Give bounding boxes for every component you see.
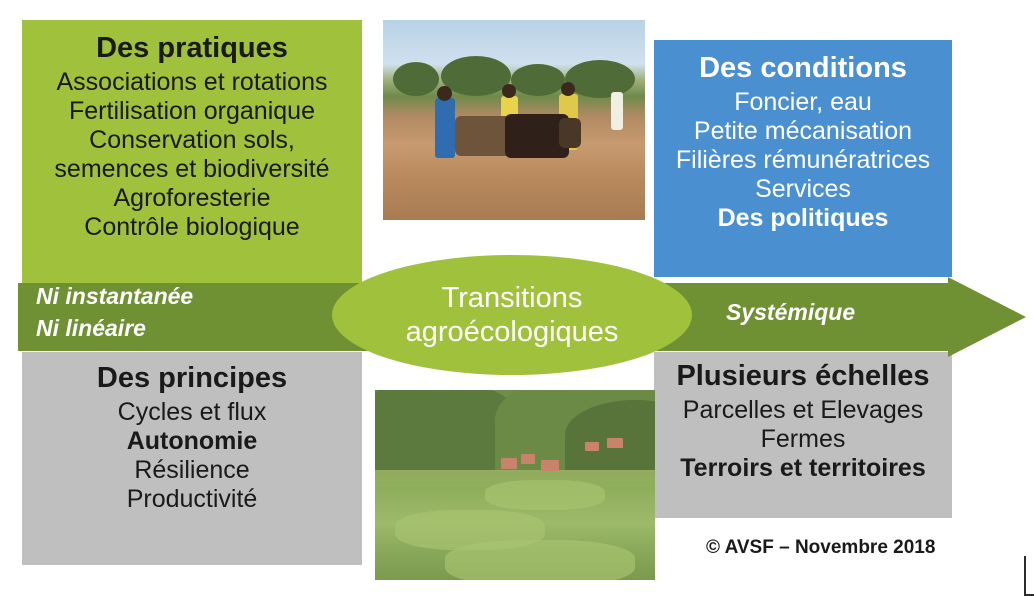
panel-practices-line-1: Associations et rotations <box>56 67 328 96</box>
panel-principles-line-2: Autonomie <box>126 426 258 455</box>
panel-principles-title: Des principes <box>96 362 288 394</box>
panel-conditions-line-1: Foncier, eau <box>734 87 872 116</box>
center-ellipse-line-2: agroécologiques <box>405 316 619 348</box>
panel-scales-line-1: Parcelles et Elevages <box>682 395 924 424</box>
panel-scales-line-2: Fermes <box>760 424 846 453</box>
panel-practices-line-5: Agroforesterie <box>113 183 271 212</box>
panel-principles <box>22 352 362 565</box>
center-ellipse-transitions-agroecologiques <box>332 255 692 375</box>
panel-principles-line-1: Cycles et flux <box>117 397 267 426</box>
panel-scales <box>654 352 952 518</box>
panel-practices-line-6: Contrôle biologique <box>84 212 300 241</box>
panel-conditions-title: Des conditions <box>699 52 907 84</box>
panel-conditions-line-5: Des politiques <box>717 203 889 232</box>
panel-conditions <box>654 40 952 277</box>
panel-conditions-line-2: Petite mécanisation <box>693 116 913 145</box>
photo-animal-traction-plowing <box>383 20 645 220</box>
photo-terraced-hillside-landscape <box>375 390 655 580</box>
panel-principles-line-3: Résilience <box>134 455 250 484</box>
panel-principles-line-4: Productivité <box>126 484 258 513</box>
center-ellipse-line-1: Transitions <box>441 281 583 314</box>
arrow-label-systemique: Systémique <box>726 299 856 325</box>
panel-conditions-line-3: Filières rémunératrices <box>675 145 931 174</box>
panel-conditions-line-4: Services <box>755 174 851 203</box>
panel-scales-line-3: Terroirs et territoires <box>680 453 926 482</box>
panel-practices-line-2: Fertilisation organique <box>69 96 315 125</box>
panel-practices-title: Des pratiques <box>96 32 288 64</box>
panel-practices <box>22 20 362 288</box>
arrow-label-ni-instantanee: Ni instantanée <box>36 283 194 309</box>
arrow-label-ni-lineaire: Ni linéaire <box>36 315 146 341</box>
page-edge-marker <box>1024 556 1034 596</box>
panel-scales-title: Plusieurs échelles <box>676 360 930 392</box>
copyright-credit: © AVSF – Novembre 2018 <box>706 537 936 558</box>
panel-practices-line-4: semences et biodiversité <box>54 154 330 183</box>
panel-practices-line-3: Conservation sols, <box>89 125 295 154</box>
